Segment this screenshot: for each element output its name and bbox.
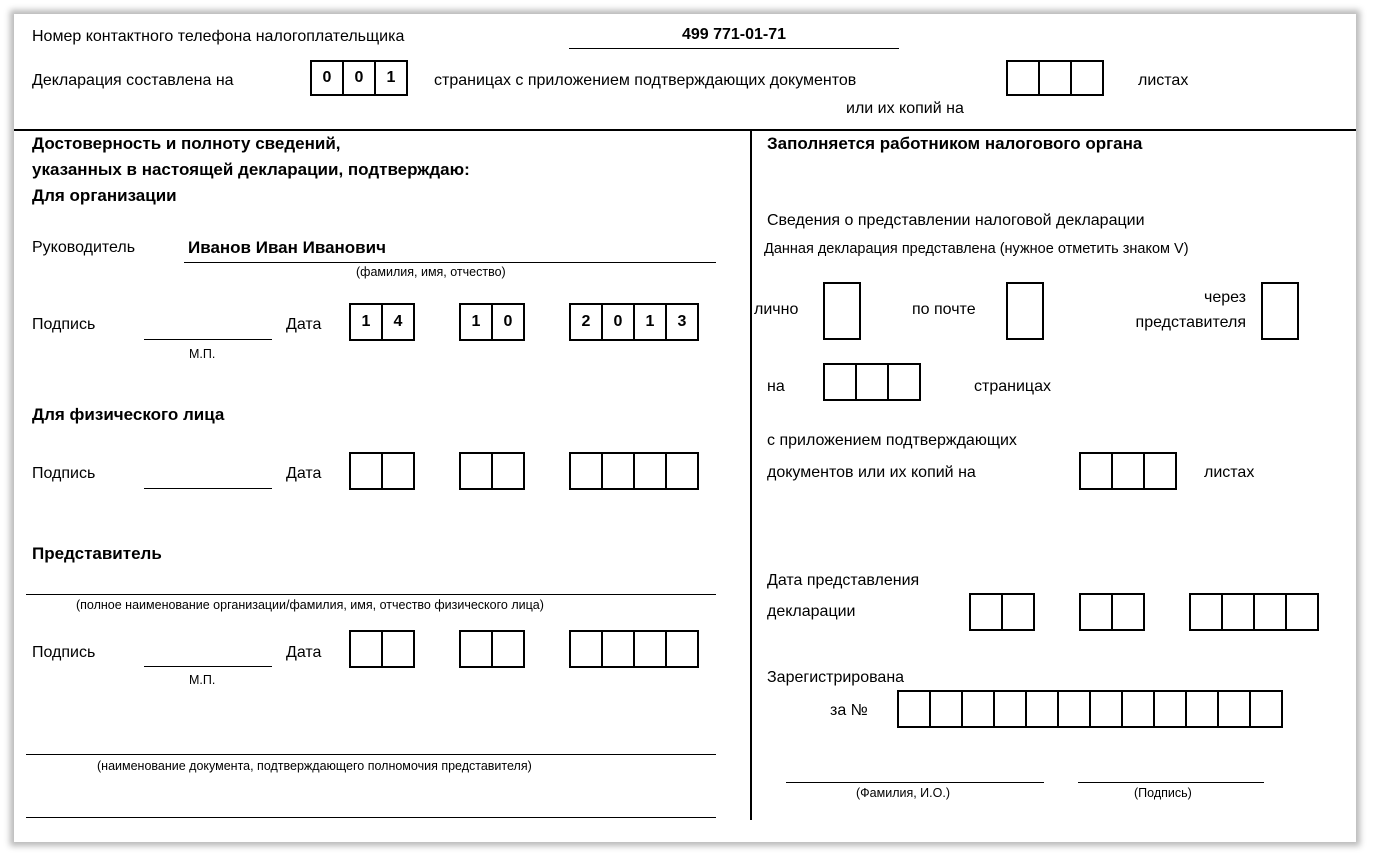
pages-label: Декларация составлена на [32, 72, 234, 89]
tax-office-heading: Заполняется работником налогового органа [767, 134, 1143, 153]
fio-caption: (фамилия, имя, отчество) [356, 265, 506, 279]
date-digit [969, 593, 1003, 631]
submit-date-year[interactable] [1189, 593, 1319, 631]
attach-line-2: документов или их копий на [767, 464, 976, 481]
submit-date-line-2: декларации [767, 603, 856, 620]
date-digit [1221, 593, 1255, 631]
rep-name-line[interactable] [26, 594, 716, 595]
org-date-year[interactable] [569, 303, 699, 341]
date-digit: 1 [349, 303, 383, 341]
sheet-digit [1006, 60, 1040, 96]
reg-digit [1217, 690, 1251, 728]
pages-count-cells[interactable] [310, 60, 408, 96]
reg-digit [897, 690, 931, 728]
date-digit [569, 452, 603, 490]
date-digit [1111, 593, 1145, 631]
phone-value[interactable]: 499 771-01-71 [681, 26, 787, 43]
officer-signature-caption: (Подпись) [1134, 786, 1192, 800]
header-divider [14, 129, 1356, 131]
org-date-day[interactable] [349, 303, 415, 341]
date-digit [633, 630, 667, 668]
date-digit [1079, 593, 1113, 631]
sheet-digit [1111, 452, 1145, 490]
head-name[interactable]: Иванов Иван Иванович [188, 238, 386, 257]
rep-date-month[interactable] [459, 630, 525, 668]
attach-line-1: с приложением подтверждающих [767, 432, 1017, 449]
reg-digit [1025, 690, 1059, 728]
pages-digit: 0 [310, 60, 344, 96]
date-digit: 2 [569, 303, 603, 341]
phone-label: Номер контактного телефона налогоплательщика [32, 28, 405, 45]
reg-digit [961, 690, 995, 728]
person-date-month[interactable] [459, 452, 525, 490]
date-digit [1001, 593, 1035, 631]
reg-digit [1121, 690, 1155, 728]
sheet-digit [1079, 452, 1113, 490]
date-digit [459, 630, 493, 668]
org-date-label: Дата [286, 316, 322, 333]
date-digit [381, 452, 415, 490]
date-digit: 1 [633, 303, 667, 341]
org-stamp-label: М.П. [189, 347, 216, 361]
registered-line-2: за № [830, 702, 868, 719]
confirm-line-1: Достоверность и полноту сведений, [32, 134, 341, 153]
sheets-label: листах [1138, 72, 1189, 89]
date-digit [349, 630, 383, 668]
copies-label: или их копий на [846, 100, 964, 117]
checkbox-cell [1261, 282, 1299, 340]
date-digit [1189, 593, 1223, 631]
page-digit [823, 363, 857, 401]
date-digit [1285, 593, 1319, 631]
date-digit [569, 630, 603, 668]
rep-heading: Представитель [32, 544, 162, 563]
reg-digit [993, 690, 1027, 728]
declaration-form-page [14, 14, 1356, 842]
officer-signature-line[interactable] [1078, 782, 1264, 783]
reg-digit [1185, 690, 1219, 728]
date-digit [491, 630, 525, 668]
reg-digit [1057, 690, 1091, 728]
head-name-line [184, 262, 716, 263]
date-digit [665, 630, 699, 668]
date-digit [1253, 593, 1287, 631]
pages-digit: 1 [374, 60, 408, 96]
via-rep-label-1: через [1203, 289, 1246, 306]
checkbox-cell [823, 282, 861, 340]
submission-note: Данная декларация представлена (нужное отметить знаком V) [764, 241, 1189, 257]
confirm-line-2: указанных в настоящей декларации, подтверждаю: [32, 160, 470, 179]
pages-suffix: страницах с приложением подтверждающих документов [434, 72, 857, 89]
registration-number-cells[interactable] [897, 690, 1283, 728]
attached-sheets-cells[interactable] [1079, 452, 1177, 490]
pages-label-right: страницах [974, 378, 1051, 395]
org-signature-label: Подпись [32, 316, 96, 333]
person-date-day[interactable] [349, 452, 415, 490]
submitted-pages-cells[interactable] [823, 363, 921, 401]
person-signature-label: Подпись [32, 465, 96, 482]
via-rep-checkbox[interactable] [1261, 282, 1299, 340]
in-person-label: лично [754, 301, 799, 318]
rep-date-label: Дата [286, 644, 322, 661]
in-person-checkbox[interactable] [823, 282, 861, 340]
org-heading: Для организации [32, 186, 177, 205]
rep-document-caption: (наименование документа, подтверждающего полномочия представителя) [97, 759, 532, 773]
rep-document-line[interactable] [26, 754, 716, 755]
bottom-line [26, 817, 716, 818]
submit-date-month[interactable] [1079, 593, 1145, 631]
reg-digit [929, 690, 963, 728]
on-label: на [767, 378, 785, 395]
date-digit [601, 452, 635, 490]
column-divider [750, 130, 752, 820]
person-date-year[interactable] [569, 452, 699, 490]
sheet-digit [1143, 452, 1177, 490]
submission-info-title: Сведения о представлении налоговой декларации [767, 212, 1145, 229]
head-label: Руководитель [32, 239, 136, 256]
by-mail-checkbox[interactable] [1006, 282, 1044, 340]
sheet-digit [1070, 60, 1104, 96]
date-digit [381, 630, 415, 668]
page-digit [855, 363, 889, 401]
via-rep-label-2: представителя [1135, 314, 1246, 331]
officer-name-caption: (Фамилия, И.О.) [856, 786, 951, 800]
org-date-month[interactable] [459, 303, 525, 341]
person-date-label: Дата [286, 465, 322, 482]
pages-digit: 0 [342, 60, 376, 96]
submit-date-day[interactable] [969, 593, 1035, 631]
date-digit: 3 [665, 303, 699, 341]
sheets-label-right: листах [1204, 464, 1255, 481]
rep-caption: (полное наименование организации/фамилия, имя, отчество физического лица) [76, 598, 544, 612]
reg-digit [1249, 690, 1283, 728]
reg-digit [1153, 690, 1187, 728]
by-mail-label: по почте [912, 301, 976, 318]
date-digit [633, 452, 667, 490]
date-digit: 1 [459, 303, 493, 341]
rep-date-year[interactable] [569, 630, 699, 668]
rep-stamp-label: М.П. [189, 673, 216, 687]
phone-underline [569, 48, 899, 49]
rep-signature-label: Подпись [32, 644, 96, 661]
checkbox-cell [1006, 282, 1044, 340]
person-signature-line[interactable] [144, 488, 272, 489]
date-digit: 0 [491, 303, 525, 341]
rep-signature-line[interactable] [144, 666, 272, 667]
date-digit [459, 452, 493, 490]
sheet-digit [1038, 60, 1072, 96]
attachment-sheets-cells[interactable] [1006, 60, 1104, 96]
person-heading: Для физического лица [32, 405, 225, 424]
date-digit: 0 [601, 303, 635, 341]
date-digit [491, 452, 525, 490]
registered-line-1: Зарегистрирована [767, 669, 905, 686]
page-digit [887, 363, 921, 401]
rep-date-day[interactable] [349, 630, 415, 668]
date-digit: 4 [381, 303, 415, 341]
reg-digit [1089, 690, 1123, 728]
date-digit [665, 452, 699, 490]
date-digit [601, 630, 635, 668]
officer-name-line[interactable] [786, 782, 1044, 783]
submit-date-line-1: Дата представления [767, 572, 920, 589]
date-digit [349, 452, 383, 490]
org-signature-line[interactable] [144, 339, 272, 340]
